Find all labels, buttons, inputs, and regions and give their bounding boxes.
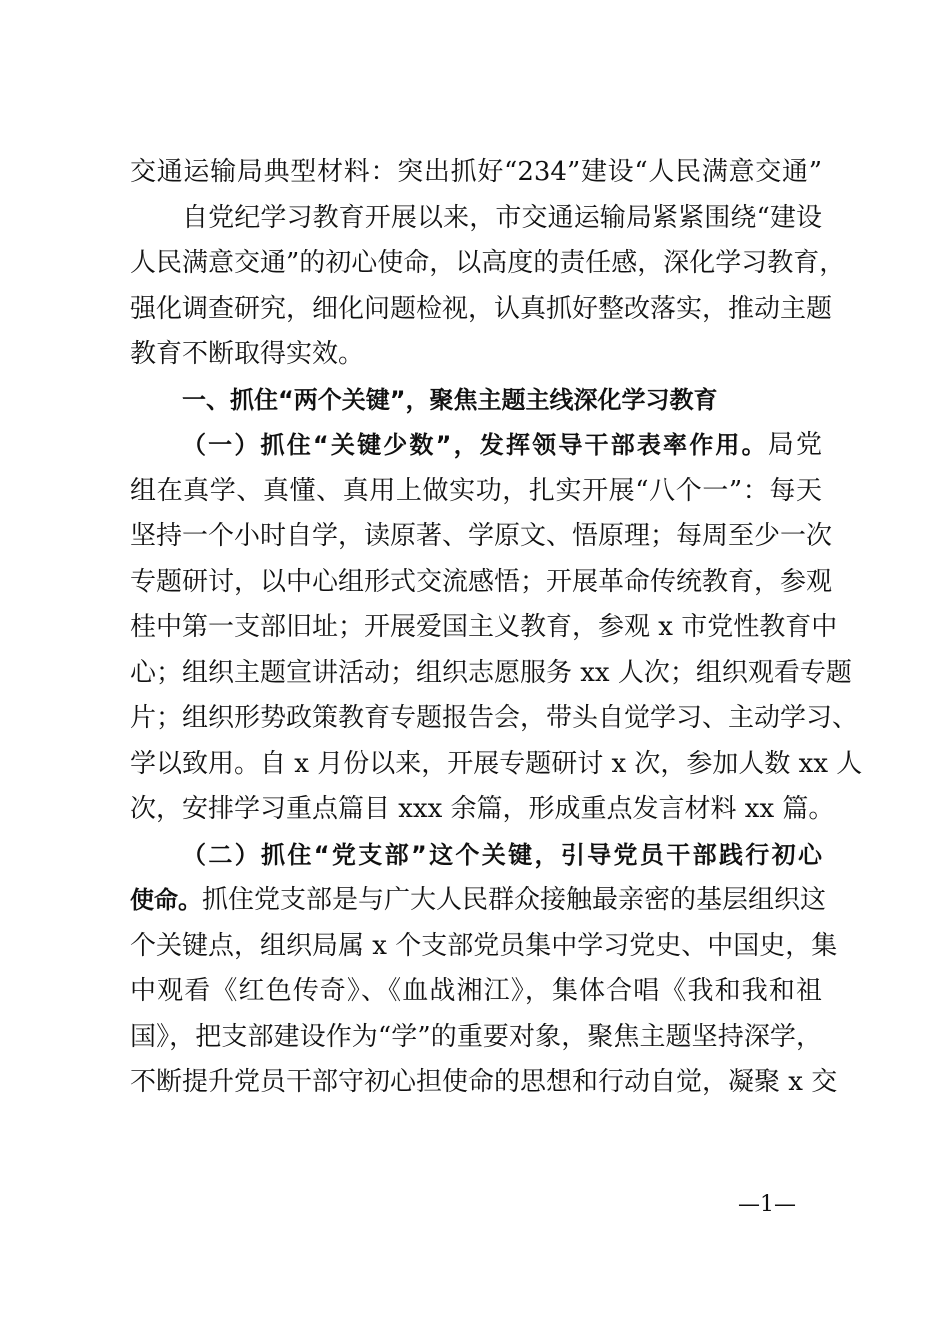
section-heading: 一、抓住“两个关键”，聚焦主题主线深化学习教育: [182, 385, 718, 414]
subsection-2-first-line: [130, 833, 822, 879]
paragraph-line: 不断提升党员干部守初心担使命的思想和行动自觉，凝聚 x 交: [130, 1067, 838, 1097]
subsection-2-text: 抓住党支部是与广大人民群众接触最亲密的基层组织这: [202, 885, 827, 915]
paragraph-line: 中观看《红色传奇》、《血战湘江》，集体合唱《我和我和祖: [130, 976, 822, 1006]
paragraph-line: 次，安排学习重点篇目 xxx 余篇，形成重点发言材料 xx 篇。: [130, 794, 835, 824]
paragraph-line: 专题研讨，以中心组形式交流感悟；开展革命传统教育，参观: [130, 566, 833, 597]
paragraph-line: 片；组织形势政策教育专题报告会，带头自觉学习、主动学习、: [130, 703, 859, 733]
paragraph-line: 个关键点，组织局属 x 个支部党员集中学习党史、中国史，集: [130, 930, 838, 961]
intro-line: 强化调查研究，细化问题检视，认真抓好整改落实，推动主题: [130, 293, 833, 324]
paragraph-line: 学以致用。自 x 月份以来，开展专题研讨 x 次，参加人数 xx 人: [130, 748, 863, 779]
subsection-1-first-line: [130, 423, 822, 469]
paragraph-line: 国》，把支部建设作为“学”的重要对象，聚焦主题坚持深学，: [130, 1021, 822, 1052]
document-body: [130, 150, 863, 1106]
page-number: —1—: [738, 1192, 796, 1217]
document-title: 交通运输局典型材料：突出抓好“234”建设“人民满意交通”: [130, 157, 822, 187]
paragraph-line: 桂中第一支部旧址；开展爱国主义教育，参观 x 市党性教育中: [130, 612, 838, 642]
subsection-1-lead: （一）抓住“关键少数”，发挥领导干部表率作用。: [182, 431, 768, 459]
subsection-2-lead-end: 使命。: [130, 886, 202, 914]
paragraph-line: 心；组织主题宣讲活动；组织志愿服务 xx 人次；组织观看专题: [130, 657, 852, 688]
intro-line: 人民满意交通”的初心使命，以高度的责任感，深化学习教育，: [130, 248, 846, 278]
subsection-2-lead: （二）抓住“党支部”这个关键，引导党员干部践行初心: [182, 840, 822, 869]
subsection-1-lead-tail: 局党: [767, 430, 822, 460]
paragraph-line: 组在真学、真懂、真用上做实功，扎实开展“八个一”：每天: [130, 475, 822, 506]
subsection-2-second-line: [130, 878, 827, 924]
intro-line: 自党纪学习教育开展以来，市交通运输局紧紧围绕“建设: [182, 202, 822, 233]
paragraph-line: 坚持一个小时自学，读原著、学原文、悟原理；每周至少一次: [130, 521, 833, 551]
intro-line: 教育不断取得实效。: [130, 339, 365, 369]
